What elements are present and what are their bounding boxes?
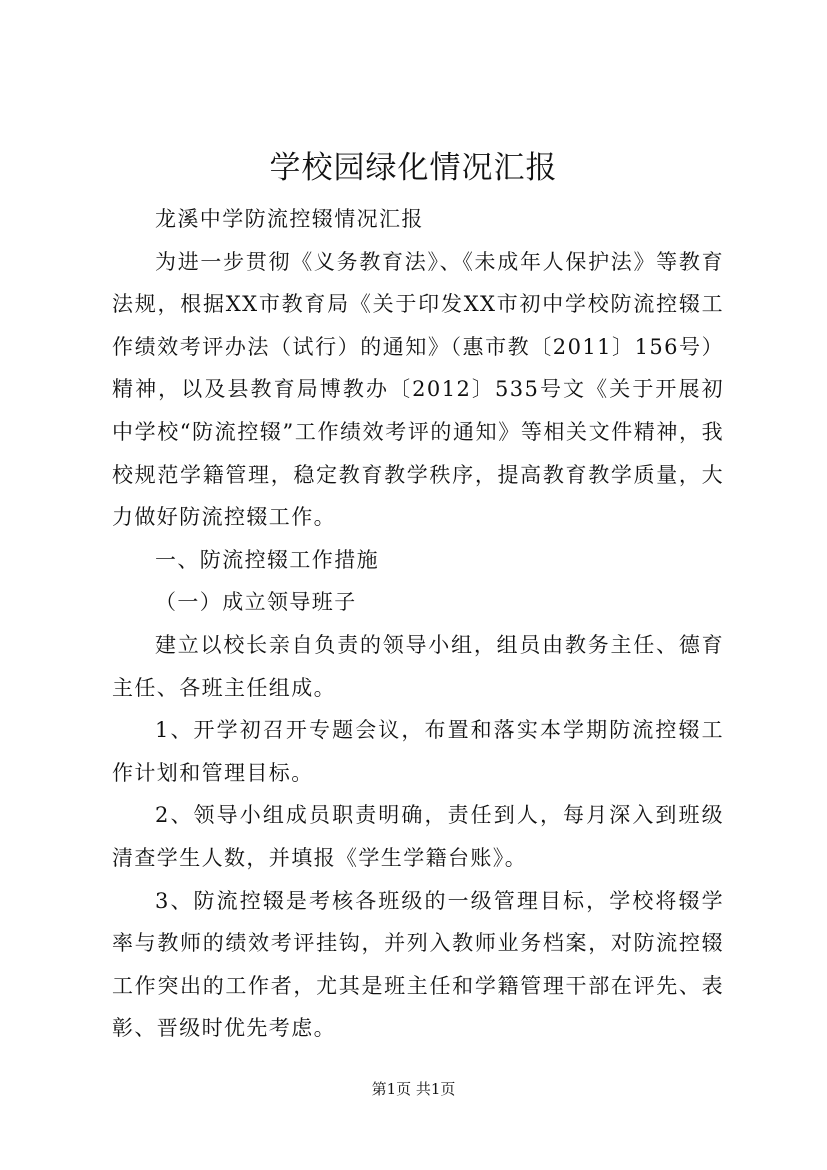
list-item-1: 1、开学初召开专题会议，布置和落实本学期防流控辍工作计划和管理目标。 xyxy=(112,718,724,785)
intro-paragraph: 为进一步贯彻《义务教育法》、《未成年人保护法》等教育法规，根据XX市教育局《关于印发XX市初中学校防流控辍工作绩效考评办法（试行）的通知》（惠市教〔2011〕156号）精神，以及县教育局博教办〔2012〕535号文《关于开展初中学校“防流控辍”工作绩效考评的通知》等相关文件精神，我校规范学籍管理，稳定教育教学秩序，提高教育教学质量，大力做好防流控辍工作。 xyxy=(112,249,724,530)
subtitle-paragraph: 龙溪中学防流控辍情况汇报 xyxy=(155,207,424,231)
section-heading: 一、防流控辍工作措施 xyxy=(155,547,379,572)
list-item-2: 2、领导小组成员职责明确，责任到人，每月深入到班级清查学生人数，并填报《学生学籍台账》。 xyxy=(112,803,724,870)
page-footer: 第1页 共1页 xyxy=(371,1080,456,1098)
document-title: 学校园绿化情况汇报 xyxy=(269,150,558,186)
subsection-heading: （一）成立领导班子 xyxy=(155,590,357,615)
list-item-3: 3、防流控辍是考核各班级的一级管理目标，学校将辍学率与教师的绩效考评挂钩，并列入教师业务档案，对防流控辍工作突出的工作者，尤其是班主任和学籍管理干部在评先、表彰、晋级时优先考虑。 xyxy=(112,888,724,1041)
body-paragraph: 建立以校长亲自负责的领导小组，组员由教务主任、德育主任、各班主任组成。 xyxy=(112,632,724,700)
document-body xyxy=(112,198,724,1050)
